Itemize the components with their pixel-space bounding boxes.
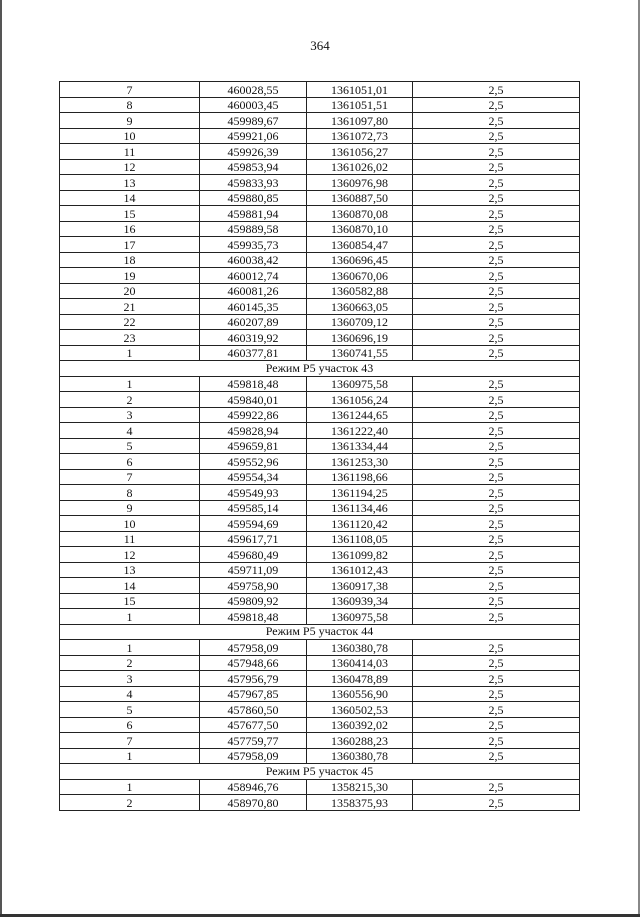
value-cell: 2,5	[413, 252, 580, 268]
point-number-cell: 11	[60, 144, 200, 160]
y-coordinate-cell: 1361134,46	[307, 500, 413, 516]
y-coordinate-cell: 1358215,30	[307, 779, 413, 795]
y-coordinate-cell: 1361198,66	[307, 469, 413, 485]
table-row	[60, 795, 580, 811]
value-cell: 2,5	[413, 593, 580, 609]
y-coordinate-cell: 1360478,89	[307, 671, 413, 687]
point-number-cell: 14	[60, 578, 200, 594]
point-number-cell: 1	[60, 345, 200, 361]
value-cell: 2,5	[413, 82, 580, 98]
coordinates-table	[59, 81, 580, 811]
x-coordinate-cell: 457677,50	[200, 717, 307, 733]
value-cell: 2,5	[413, 779, 580, 795]
point-number-cell: 10	[60, 516, 200, 532]
y-coordinate-cell: 1360582,88	[307, 283, 413, 299]
y-coordinate-cell: 1361222,40	[307, 423, 413, 439]
table-row	[60, 655, 580, 671]
y-coordinate-cell: 1360709,12	[307, 314, 413, 330]
table-row	[60, 500, 580, 516]
table-row	[60, 779, 580, 795]
table-row	[60, 547, 580, 563]
value-cell: 2,5	[413, 159, 580, 175]
table-row	[60, 438, 580, 454]
value-cell: 2,5	[413, 655, 580, 671]
x-coordinate-cell: 459881,94	[200, 206, 307, 222]
value-cell: 2,5	[413, 438, 580, 454]
table-row	[60, 345, 580, 361]
section-header-row	[60, 764, 580, 780]
table-row	[60, 593, 580, 609]
value-cell: 2,5	[413, 392, 580, 408]
value-cell: 2,5	[413, 516, 580, 532]
point-number-cell: 8	[60, 485, 200, 501]
value-cell: 2,5	[413, 500, 580, 516]
table-row	[60, 128, 580, 144]
y-coordinate-cell: 1361056,27	[307, 144, 413, 160]
coordinates-table-body	[60, 82, 580, 811]
table-row	[60, 733, 580, 749]
table-row	[60, 609, 580, 625]
y-coordinate-cell: 1360380,78	[307, 748, 413, 764]
value-cell: 2,5	[413, 562, 580, 578]
y-coordinate-cell: 1361099,82	[307, 547, 413, 563]
y-coordinate-cell: 1358375,93	[307, 795, 413, 811]
x-coordinate-cell: 457860,50	[200, 702, 307, 718]
section-header: Режим Р5 участок 44	[60, 624, 580, 640]
table-row	[60, 314, 580, 330]
value-cell: 2,5	[413, 376, 580, 392]
x-coordinate-cell: 459594,69	[200, 516, 307, 532]
y-coordinate-cell: 1360663,05	[307, 299, 413, 315]
y-coordinate-cell: 1360870,10	[307, 221, 413, 237]
point-number-cell: 2	[60, 392, 200, 408]
y-coordinate-cell: 1360917,38	[307, 578, 413, 594]
page-number: 364	[310, 38, 330, 53]
x-coordinate-cell: 460038,42	[200, 252, 307, 268]
point-number-cell: 1	[60, 779, 200, 795]
value-cell: 2,5	[413, 423, 580, 439]
table-row	[60, 671, 580, 687]
point-number-cell: 20	[60, 283, 200, 299]
table-row	[60, 454, 580, 470]
y-coordinate-cell: 1361051,01	[307, 82, 413, 98]
point-number-cell: 5	[60, 438, 200, 454]
section-header: Режим Р5 участок 43	[60, 361, 580, 377]
point-number-cell: 1	[60, 640, 200, 656]
x-coordinate-cell: 458970,80	[200, 795, 307, 811]
x-coordinate-cell: 459758,90	[200, 578, 307, 594]
table-row	[60, 376, 580, 392]
point-number-cell: 9	[60, 113, 200, 129]
x-coordinate-cell: 459818,48	[200, 609, 307, 625]
value-cell: 2,5	[413, 268, 580, 284]
table-row	[60, 237, 580, 253]
x-coordinate-cell: 459989,67	[200, 113, 307, 129]
y-coordinate-cell: 1361026,02	[307, 159, 413, 175]
y-coordinate-cell: 1360976,98	[307, 175, 413, 191]
point-number-cell: 7	[60, 733, 200, 749]
point-number-cell: 6	[60, 717, 200, 733]
value-cell: 2,5	[413, 206, 580, 222]
point-number-cell: 21	[60, 299, 200, 315]
point-number-cell: 13	[60, 562, 200, 578]
table-row	[60, 299, 580, 315]
y-coordinate-cell: 1361244,65	[307, 407, 413, 423]
point-number-cell: 7	[60, 469, 200, 485]
x-coordinate-cell: 457967,85	[200, 686, 307, 702]
value-cell: 2,5	[413, 640, 580, 656]
point-number-cell: 16	[60, 221, 200, 237]
point-number-cell: 10	[60, 128, 200, 144]
y-coordinate-cell: 1360288,23	[307, 733, 413, 749]
x-coordinate-cell: 460377,81	[200, 345, 307, 361]
value-cell: 2,5	[413, 345, 580, 361]
x-coordinate-cell: 459552,96	[200, 454, 307, 470]
y-coordinate-cell: 1360975,58	[307, 376, 413, 392]
x-coordinate-cell: 460012,74	[200, 268, 307, 284]
value-cell: 2,5	[413, 485, 580, 501]
x-coordinate-cell: 457948,66	[200, 655, 307, 671]
point-number-cell: 18	[60, 252, 200, 268]
table-row	[60, 717, 580, 733]
table-row	[60, 330, 580, 346]
section-header-row	[60, 624, 580, 640]
table-row	[60, 159, 580, 175]
y-coordinate-cell: 1361120,42	[307, 516, 413, 532]
x-coordinate-cell: 459889,58	[200, 221, 307, 237]
table-row	[60, 423, 580, 439]
value-cell: 2,5	[413, 748, 580, 764]
point-number-cell: 19	[60, 268, 200, 284]
scan-left-edge	[0, 0, 2, 917]
x-coordinate-cell: 459549,93	[200, 485, 307, 501]
value-cell: 2,5	[413, 547, 580, 563]
table-row	[60, 562, 580, 578]
table-row	[60, 190, 580, 206]
point-number-cell: 22	[60, 314, 200, 330]
table-row	[60, 206, 580, 222]
y-coordinate-cell: 1360975,58	[307, 609, 413, 625]
y-coordinate-cell: 1361051,51	[307, 97, 413, 113]
value-cell: 2,5	[413, 702, 580, 718]
value-cell: 2,5	[413, 330, 580, 346]
x-coordinate-cell: 459828,94	[200, 423, 307, 439]
table-row	[60, 516, 580, 532]
y-coordinate-cell: 1361194,25	[307, 485, 413, 501]
value-cell: 2,5	[413, 578, 580, 594]
value-cell: 2,5	[413, 469, 580, 485]
value-cell: 2,5	[413, 795, 580, 811]
x-coordinate-cell: 458946,76	[200, 779, 307, 795]
section-header: Режим Р5 участок 45	[60, 764, 580, 780]
table-row	[60, 407, 580, 423]
point-number-cell: 17	[60, 237, 200, 253]
table-row	[60, 113, 580, 129]
value-cell: 2,5	[413, 221, 580, 237]
table-row	[60, 640, 580, 656]
x-coordinate-cell: 457958,09	[200, 640, 307, 656]
x-coordinate-cell: 460207,89	[200, 314, 307, 330]
y-coordinate-cell: 1360696,45	[307, 252, 413, 268]
table-row	[60, 748, 580, 764]
x-coordinate-cell: 459680,49	[200, 547, 307, 563]
point-number-cell: 12	[60, 159, 200, 175]
y-coordinate-cell: 1360696,19	[307, 330, 413, 346]
value-cell: 2,5	[413, 407, 580, 423]
table-row	[60, 268, 580, 284]
x-coordinate-cell: 459840,01	[200, 392, 307, 408]
y-coordinate-cell: 1360670,06	[307, 268, 413, 284]
y-coordinate-cell: 1360887,50	[307, 190, 413, 206]
point-number-cell: 13	[60, 175, 200, 191]
point-number-cell: 5	[60, 702, 200, 718]
x-coordinate-cell: 459922,86	[200, 407, 307, 423]
x-coordinate-cell: 460319,92	[200, 330, 307, 346]
x-coordinate-cell: 459659,81	[200, 438, 307, 454]
y-coordinate-cell: 1360939,34	[307, 593, 413, 609]
point-number-cell: 8	[60, 97, 200, 113]
point-number-cell: 3	[60, 407, 200, 423]
table-row	[60, 82, 580, 98]
y-coordinate-cell: 1361012,43	[307, 562, 413, 578]
value-cell: 2,5	[413, 717, 580, 733]
value-cell: 2,5	[413, 454, 580, 470]
y-coordinate-cell: 1361253,30	[307, 454, 413, 470]
y-coordinate-cell: 1361097,80	[307, 113, 413, 129]
value-cell: 2,5	[413, 144, 580, 160]
x-coordinate-cell: 457759,77	[200, 733, 307, 749]
x-coordinate-cell: 459926,39	[200, 144, 307, 160]
x-coordinate-cell: 457958,09	[200, 748, 307, 764]
table-row	[60, 392, 580, 408]
y-coordinate-cell: 1360380,78	[307, 640, 413, 656]
y-coordinate-cell: 1360414,03	[307, 655, 413, 671]
table-row	[60, 252, 580, 268]
table-row	[60, 221, 580, 237]
y-coordinate-cell: 1361334,44	[307, 438, 413, 454]
value-cell: 2,5	[413, 299, 580, 315]
x-coordinate-cell: 459818,48	[200, 376, 307, 392]
x-coordinate-cell: 460145,35	[200, 299, 307, 315]
table-row	[60, 686, 580, 702]
y-coordinate-cell: 1360741,55	[307, 345, 413, 361]
value-cell: 2,5	[413, 733, 580, 749]
value-cell: 2,5	[413, 237, 580, 253]
point-number-cell: 4	[60, 423, 200, 439]
value-cell: 2,5	[413, 97, 580, 113]
point-number-cell: 2	[60, 655, 200, 671]
x-coordinate-cell: 459617,71	[200, 531, 307, 547]
table-row	[60, 97, 580, 113]
point-number-cell: 1	[60, 376, 200, 392]
x-coordinate-cell: 460003,45	[200, 97, 307, 113]
table-row	[60, 702, 580, 718]
point-number-cell: 4	[60, 686, 200, 702]
value-cell: 2,5	[413, 531, 580, 547]
point-number-cell: 23	[60, 330, 200, 346]
table-row	[60, 283, 580, 299]
table-row	[60, 469, 580, 485]
y-coordinate-cell: 1361056,24	[307, 392, 413, 408]
x-coordinate-cell: 459853,94	[200, 159, 307, 175]
y-coordinate-cell: 1360854,47	[307, 237, 413, 253]
table-row	[60, 144, 580, 160]
point-number-cell: 14	[60, 190, 200, 206]
x-coordinate-cell: 460028,55	[200, 82, 307, 98]
point-number-cell: 6	[60, 454, 200, 470]
y-coordinate-cell: 1360556,90	[307, 686, 413, 702]
point-number-cell: 12	[60, 547, 200, 563]
value-cell: 2,5	[413, 128, 580, 144]
value-cell: 2,5	[413, 113, 580, 129]
value-cell: 2,5	[413, 175, 580, 191]
table-row	[60, 485, 580, 501]
point-number-cell: 15	[60, 593, 200, 609]
value-cell: 2,5	[413, 609, 580, 625]
value-cell: 2,5	[413, 671, 580, 687]
x-coordinate-cell: 459833,93	[200, 175, 307, 191]
x-coordinate-cell: 457956,79	[200, 671, 307, 687]
point-number-cell: 9	[60, 500, 200, 516]
point-number-cell: 7	[60, 82, 200, 98]
x-coordinate-cell: 459585,14	[200, 500, 307, 516]
y-coordinate-cell: 1361072,73	[307, 128, 413, 144]
table-row	[60, 175, 580, 191]
point-number-cell: 3	[60, 671, 200, 687]
value-cell: 2,5	[413, 190, 580, 206]
point-number-cell: 15	[60, 206, 200, 222]
table-row	[60, 578, 580, 594]
y-coordinate-cell: 1360870,08	[307, 206, 413, 222]
point-number-cell: 1	[60, 748, 200, 764]
x-coordinate-cell: 459809,92	[200, 593, 307, 609]
x-coordinate-cell: 460081,26	[200, 283, 307, 299]
value-cell: 2,5	[413, 686, 580, 702]
table-row	[60, 531, 580, 547]
x-coordinate-cell: 459554,34	[200, 469, 307, 485]
y-coordinate-cell: 1360392,02	[307, 717, 413, 733]
x-coordinate-cell: 459921,06	[200, 128, 307, 144]
point-number-cell: 1	[60, 609, 200, 625]
section-header-row	[60, 361, 580, 377]
value-cell: 2,5	[413, 283, 580, 299]
x-coordinate-cell: 459711,09	[200, 562, 307, 578]
point-number-cell: 11	[60, 531, 200, 547]
value-cell: 2,5	[413, 314, 580, 330]
x-coordinate-cell: 459880,85	[200, 190, 307, 206]
x-coordinate-cell: 459935,73	[200, 237, 307, 253]
point-number-cell: 2	[60, 795, 200, 811]
y-coordinate-cell: 1360502,53	[307, 702, 413, 718]
y-coordinate-cell: 1361108,05	[307, 531, 413, 547]
